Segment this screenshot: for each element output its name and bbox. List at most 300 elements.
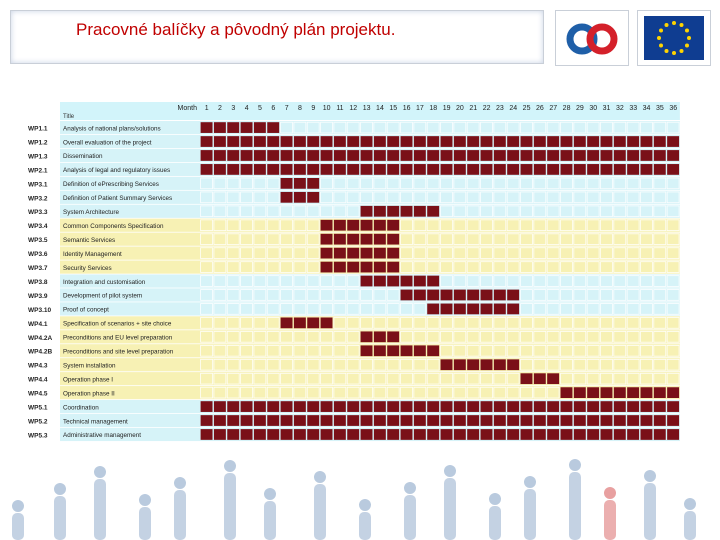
month-tick: 6: [271, 105, 276, 112]
gantt-cell-active: [494, 290, 506, 301]
gantt-cell: [307, 206, 319, 217]
gantt-cell: [494, 331, 506, 342]
gantt-cell-active: [654, 164, 666, 175]
row-id: WP3.10: [28, 306, 52, 314]
gantt-cell-active: [467, 290, 479, 301]
gantt-cell: [414, 331, 426, 342]
gantt-cell-active: [214, 164, 226, 175]
gantt-cell-active: [374, 234, 386, 245]
gantt-cell: [307, 220, 319, 231]
gantt-cell-active: [401, 415, 413, 426]
month-tick: 11: [336, 105, 344, 112]
month-tick: 23: [496, 105, 504, 112]
gantt-cell: [481, 220, 493, 231]
gantt-cell: [481, 331, 493, 342]
gantt-cell: [654, 290, 666, 301]
gantt-cell-active: [441, 415, 453, 426]
gantt-cell: [387, 387, 399, 398]
row-id: WP5.1: [28, 404, 48, 412]
gantt-cell-active: [387, 276, 399, 287]
gantt-cell: [561, 359, 573, 370]
gantt-cell-active: [361, 136, 373, 147]
gantt-cell: [614, 304, 626, 315]
gantt-cell: [267, 331, 279, 342]
gantt-cell: [361, 290, 373, 301]
gantt-cell-active: [387, 164, 399, 175]
gantt-cell: [667, 290, 679, 301]
gantt-cell: [614, 345, 626, 356]
gantt-cell: [547, 345, 559, 356]
gantt-cell: [414, 122, 426, 133]
gantt-cell: [521, 318, 533, 329]
gantt-cell: [214, 178, 226, 189]
gantt-cell: [227, 248, 239, 259]
gantt-cell: [654, 304, 666, 315]
gantt-cell-active: [241, 136, 253, 147]
gantt-cell-active: [534, 415, 546, 426]
gantt-cell: [334, 345, 346, 356]
month-tick: 35: [655, 105, 664, 112]
gantt-cell: [294, 262, 306, 273]
gantt-cell-active: [494, 150, 506, 161]
gantt-cell-active: [361, 206, 373, 217]
gantt-cell: [441, 262, 453, 273]
gantt-cell: [267, 234, 279, 245]
gantt-cell: [601, 290, 613, 301]
month-tick: 26: [536, 105, 544, 112]
gantt-cell: [601, 359, 613, 370]
gantt-cell: [201, 304, 213, 315]
person-body: [404, 495, 416, 540]
gantt-cell-active: [334, 150, 346, 161]
gantt-cell: [654, 345, 666, 356]
gantt-cell: [241, 331, 253, 342]
gantt-cell-active: [574, 136, 586, 147]
gantt-cell: [640, 248, 652, 259]
gantt-cell: [307, 276, 319, 287]
gantt-cell-active: [587, 415, 599, 426]
month-tick: 3: [231, 105, 236, 112]
gantt-cell: [427, 248, 439, 259]
gantt-cell: [454, 178, 466, 189]
person-body: [604, 500, 616, 540]
gantt-cell-active: [227, 415, 239, 426]
person-body: [524, 489, 536, 540]
gantt-cell: [547, 178, 559, 189]
gantt-cell: [507, 387, 519, 398]
row-title: Operation phase I: [63, 376, 114, 384]
gantt-cell: [454, 331, 466, 342]
gantt-cell: [614, 220, 626, 231]
gantt-cell: [494, 262, 506, 273]
person-body: [684, 511, 696, 540]
gantt-cell: [601, 276, 613, 287]
gantt-cell: [307, 345, 319, 356]
gantt-cell: [454, 318, 466, 329]
gantt-cell-active: [521, 136, 533, 147]
gantt-cell-active: [294, 150, 306, 161]
gantt-cell: [521, 206, 533, 217]
gantt-cell: [521, 122, 533, 133]
month-tick: 16: [402, 105, 411, 112]
gantt-cell: [507, 206, 519, 217]
gantt-cell: [614, 276, 626, 287]
gantt-cell: [654, 178, 666, 189]
row-id: WP4.3: [28, 362, 48, 370]
gantt-cell-active: [640, 387, 652, 398]
gantt-cell: [667, 262, 679, 273]
row-id: WP1.2: [28, 139, 48, 147]
gantt-cell: [427, 178, 439, 189]
month-tick: 1: [204, 105, 209, 112]
gantt-cell-active: [387, 331, 399, 342]
gantt-cell: [547, 234, 559, 245]
gantt-cell-active: [654, 387, 666, 398]
row-id: WP3.1: [28, 181, 48, 189]
person-icon: [224, 460, 236, 472]
gantt-cell-active: [587, 150, 599, 161]
gantt-cell: [347, 331, 359, 342]
gantt-cell: [441, 122, 453, 133]
gantt-cell: [667, 304, 679, 315]
gantt-cell: [654, 206, 666, 217]
gantt-cell: [267, 387, 279, 398]
gantt-cell-active: [281, 192, 293, 203]
gantt-cell: [534, 276, 546, 287]
gantt-cell-active: [587, 387, 599, 398]
gantt-cell: [627, 178, 639, 189]
gantt-cell: [267, 359, 279, 370]
person-body: [54, 496, 66, 540]
gantt-cell: [481, 178, 493, 189]
gantt-cell: [387, 318, 399, 329]
gantt-cell: [534, 345, 546, 356]
gantt-cell: [454, 276, 466, 287]
gantt-cell: [627, 290, 639, 301]
gantt-cell-active: [454, 136, 466, 147]
gantt-cell: [387, 178, 399, 189]
gantt-cell: [467, 373, 479, 384]
gantt-cell: [561, 248, 573, 259]
row-title: Coordination: [63, 404, 99, 412]
gantt-cell: [401, 387, 413, 398]
gantt-cell-active: [427, 304, 439, 315]
gantt-cell: [574, 248, 586, 259]
gantt-cell: [201, 234, 213, 245]
gantt-cell-active: [387, 345, 399, 356]
gantt-cell: [654, 262, 666, 273]
gantt-cell: [401, 373, 413, 384]
gantt-cell-active: [267, 164, 279, 175]
gantt-cell: [667, 276, 679, 287]
gantt-cell: [547, 331, 559, 342]
gantt-cell-active: [267, 415, 279, 426]
gantt-cell: [614, 192, 626, 203]
gantt-cell-active: [521, 150, 533, 161]
gantt-cell: [640, 122, 652, 133]
gantt-cell: [254, 304, 266, 315]
gantt-cell-active: [667, 150, 679, 161]
gantt-cell-active: [494, 415, 506, 426]
gantt-cell-active: [494, 164, 506, 175]
gantt-cell-active: [507, 401, 519, 412]
gantt-cell: [401, 304, 413, 315]
person-icon: [604, 487, 616, 499]
gantt-cell-active: [467, 150, 479, 161]
gantt-cell: [294, 220, 306, 231]
gantt-cell: [374, 178, 386, 189]
month-tick: 15: [389, 105, 398, 112]
gantt-cell-active: [414, 401, 426, 412]
gantt-cell: [587, 359, 599, 370]
gantt-cell-active: [361, 415, 373, 426]
gantt-cell: [281, 290, 293, 301]
gantt-cell-active: [281, 429, 293, 440]
person-body: [489, 506, 501, 540]
gantt-cell: [521, 290, 533, 301]
gantt-cell-active: [334, 136, 346, 147]
gantt-cell: [214, 387, 226, 398]
gantt-cell-active: [640, 150, 652, 161]
gantt-cell: [321, 178, 333, 189]
gantt-cell-active: [547, 164, 559, 175]
gantt-cell: [601, 373, 613, 384]
gantt-cell-active: [587, 136, 599, 147]
gantt-cell-active: [334, 164, 346, 175]
gantt-cell-active: [414, 429, 426, 440]
gantt-cell-active: [427, 345, 439, 356]
gantt-cell: [387, 192, 399, 203]
gantt-cell: [241, 304, 253, 315]
gantt-cell: [214, 234, 226, 245]
gantt-cell-active: [601, 136, 613, 147]
gantt-cell: [547, 262, 559, 273]
gantt-cell: [281, 206, 293, 217]
gantt-cell: [561, 192, 573, 203]
gantt-cell: [574, 331, 586, 342]
gantt-cell-active: [267, 150, 279, 161]
gantt-cell: [334, 290, 346, 301]
person-icon: [684, 498, 696, 510]
gantt-cell: [561, 262, 573, 273]
month-tick: 30: [589, 105, 598, 112]
month-tick: 9: [311, 105, 316, 112]
gantt-cell: [414, 248, 426, 259]
gantt-cell: [534, 318, 546, 329]
gantt-cell: [587, 290, 599, 301]
gantt-cell: [214, 345, 226, 356]
gantt-cell: [361, 359, 373, 370]
gantt-cell: [494, 234, 506, 245]
gantt-cell-active: [307, 178, 319, 189]
gantt-cell: [574, 290, 586, 301]
gantt-cell: [441, 248, 453, 259]
gantt-cell: [267, 206, 279, 217]
gantt-cell: [547, 220, 559, 231]
gantt-cell: [534, 262, 546, 273]
gantt-cell: [227, 220, 239, 231]
gantt-cell-active: [534, 136, 546, 147]
gantt-cell-active: [441, 429, 453, 440]
gantt-cell: [441, 318, 453, 329]
gantt-cell: [307, 290, 319, 301]
gantt-cell: [547, 192, 559, 203]
gantt-cell: [587, 234, 599, 245]
gantt-cell: [414, 359, 426, 370]
gantt-cell: [534, 122, 546, 133]
gantt-cell-active: [201, 415, 213, 426]
gantt-cell: [321, 206, 333, 217]
gantt-cell: [321, 387, 333, 398]
gantt-cell: [587, 248, 599, 259]
gantt-cell-active: [494, 359, 506, 370]
gantt-cell: [547, 276, 559, 287]
gantt-cell: [534, 331, 546, 342]
gantt-cell: [561, 122, 573, 133]
gantt-cell: [441, 220, 453, 231]
gantt-cell: [307, 234, 319, 245]
gantt-cell: [574, 262, 586, 273]
row-title: Semantic Services: [63, 236, 116, 244]
gantt-cell: [227, 304, 239, 315]
gantt-cell-active: [321, 136, 333, 147]
gantt-cell-active: [294, 318, 306, 329]
gantt-cell-active: [307, 318, 319, 329]
gantt-cell-active: [281, 401, 293, 412]
gantt-cell-active: [241, 164, 253, 175]
gantt-cell-active: [307, 136, 319, 147]
gantt-cell-active: [281, 415, 293, 426]
gantt-cell: [281, 122, 293, 133]
gantt-cell-active: [321, 401, 333, 412]
gantt-cell: [441, 387, 453, 398]
month-tick: 2: [218, 105, 222, 112]
gantt-cell-active: [427, 290, 439, 301]
gantt-cell: [241, 178, 253, 189]
gantt-cell: [654, 192, 666, 203]
gantt-cell: [481, 192, 493, 203]
gantt-cell: [507, 262, 519, 273]
month-tick: 4: [244, 105, 249, 112]
row-id: WP4.5: [28, 390, 48, 398]
gantt-cell-active: [214, 401, 226, 412]
gantt-cell-active: [574, 429, 586, 440]
gantt-cell: [467, 192, 479, 203]
gantt-cell: [601, 220, 613, 231]
gantt-cell: [267, 178, 279, 189]
gantt-cell-active: [281, 164, 293, 175]
gantt-cell: [467, 220, 479, 231]
gantt-cell-active: [667, 164, 679, 175]
gantt-cell-active: [387, 415, 399, 426]
gantt-cell-active: [467, 164, 479, 175]
gantt-cell: [614, 122, 626, 133]
gantt-cell: [494, 192, 506, 203]
gantt-cell: [481, 387, 493, 398]
gantt-cell-active: [347, 262, 359, 273]
gantt-cell-active: [294, 136, 306, 147]
gantt-cell-active: [587, 429, 599, 440]
gantt-cell-active: [427, 276, 439, 287]
gantt-cell: [574, 178, 586, 189]
gantt-cell-active: [294, 415, 306, 426]
gantt-cell: [401, 220, 413, 231]
gantt-cell: [507, 276, 519, 287]
gantt-cell: [387, 304, 399, 315]
gantt-cell: [561, 178, 573, 189]
gantt-cell: [347, 206, 359, 217]
gantt-cell-active: [387, 220, 399, 231]
month-tick: 10: [322, 105, 331, 112]
gantt-cell: [654, 122, 666, 133]
gantt-cell: [601, 178, 613, 189]
gantt-cell: [347, 345, 359, 356]
gantt-cell: [454, 192, 466, 203]
gantt-cell: [227, 276, 239, 287]
gantt-cell: [307, 122, 319, 133]
gantt-cell: [654, 331, 666, 342]
gantt-cell: [334, 331, 346, 342]
gantt-cell-active: [321, 220, 333, 231]
person-icon: [314, 471, 326, 483]
gantt-cell: [321, 331, 333, 342]
gantt-cell-active: [401, 164, 413, 175]
gantt-cell: [640, 220, 652, 231]
gantt-cell: [454, 373, 466, 384]
gantt-cell-active: [441, 401, 453, 412]
gantt-cell: [667, 178, 679, 189]
gantt-cell-active: [307, 429, 319, 440]
gantt-cell: [294, 276, 306, 287]
gantt-cell: [201, 206, 213, 217]
gantt-cell-active: [374, 401, 386, 412]
gantt-cell-active: [667, 387, 679, 398]
gantt-cell: [241, 373, 253, 384]
gantt-cell: [601, 234, 613, 245]
gantt-cell: [654, 373, 666, 384]
month-tick: 29: [576, 105, 584, 112]
gantt-cell-active: [361, 234, 373, 245]
gantt-cell: [401, 359, 413, 370]
person-body: [94, 479, 106, 540]
gantt-cell-active: [201, 164, 213, 175]
person-icon: [359, 499, 371, 511]
gantt-cell-active: [427, 136, 439, 147]
gantt-cell: [507, 318, 519, 329]
gantt-cell: [241, 234, 253, 245]
gantt-cell: [521, 331, 533, 342]
gantt-cell-active: [361, 331, 373, 342]
gantt-cell-active: [507, 164, 519, 175]
gantt-cell-active: [374, 415, 386, 426]
gantt-cell: [334, 192, 346, 203]
gantt-cell-active: [521, 415, 533, 426]
gantt-cell: [614, 331, 626, 342]
gantt-cell-active: [427, 206, 439, 217]
gantt-cell-active: [481, 415, 493, 426]
month-tick: 25: [522, 105, 531, 112]
gantt-cell-active: [507, 290, 519, 301]
gantt-cell: [427, 220, 439, 231]
gantt-cell: [347, 359, 359, 370]
gantt-cell-active: [481, 429, 493, 440]
gantt-cell-active: [507, 304, 519, 315]
gantt-cell: [667, 220, 679, 231]
gantt-cell: [201, 387, 213, 398]
row-id: WP5.3: [28, 432, 48, 440]
title-header: Title: [63, 114, 75, 120]
gantt-cell: [281, 345, 293, 356]
